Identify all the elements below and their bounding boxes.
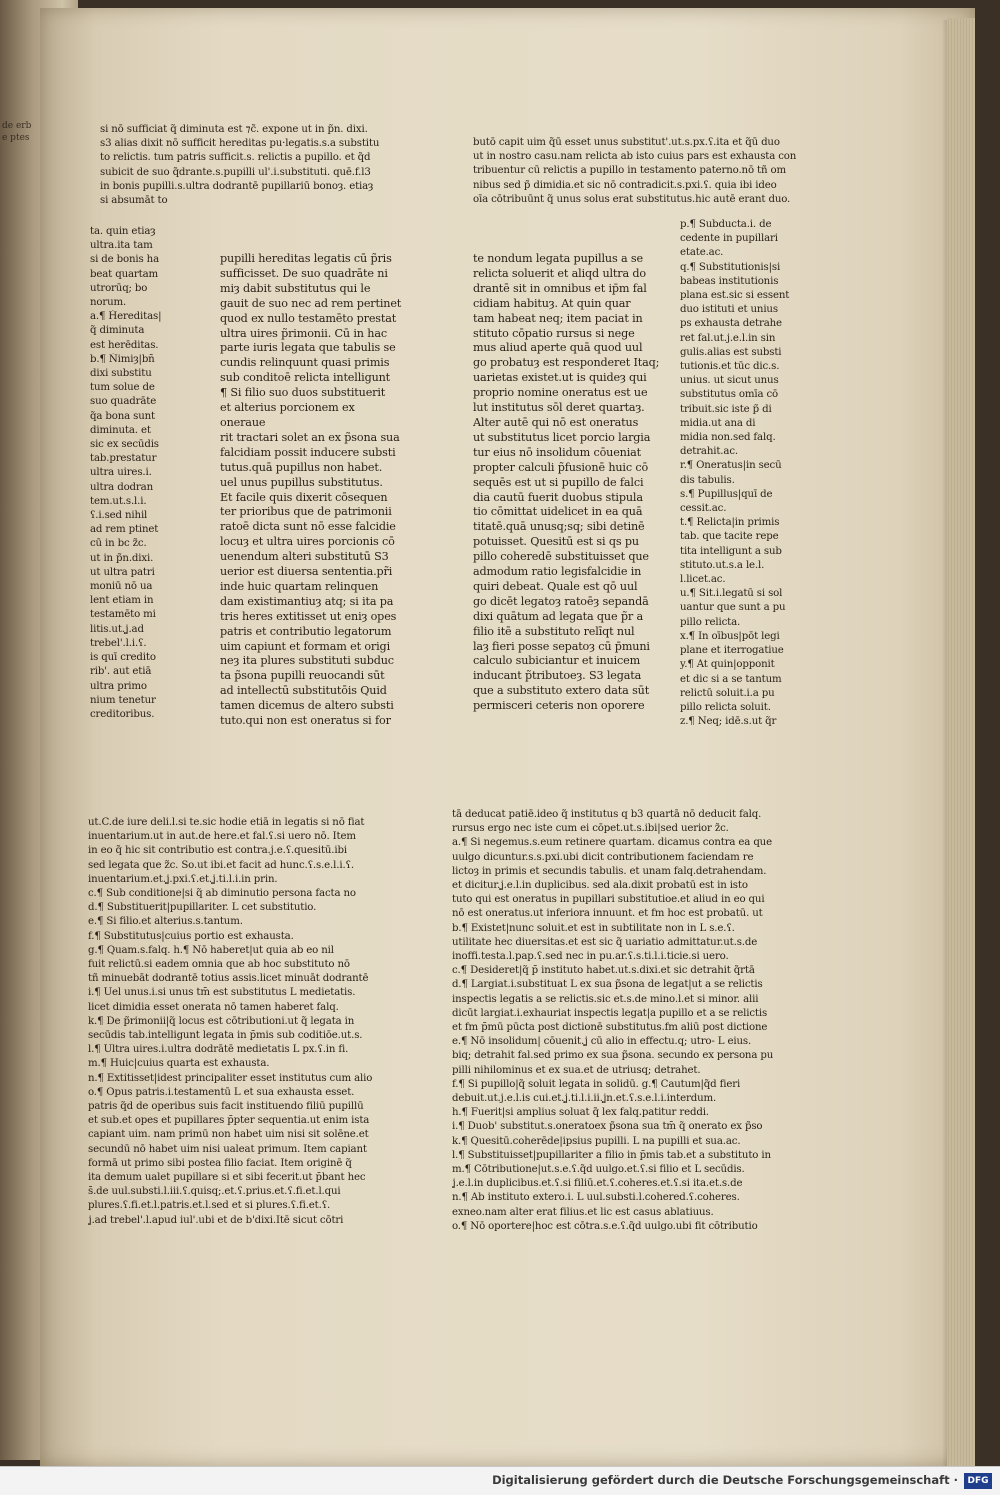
text-line: ta p̃sona pupilli reuocandi sūt xyxy=(220,669,385,683)
text-line: rit tractari solet an ex p̃sona sua xyxy=(220,430,400,444)
facing-page-text: de erbe ptes xyxy=(2,121,32,143)
text-line: o.¶ Opus patris.i.testamentū L et sua exhausta esset. xyxy=(88,1086,355,1098)
footer-bar xyxy=(0,1466,1000,1495)
text-line: g.¶ Quam.s.falq. h.¶ Nō haberet|ut quia ab eo nil xyxy=(88,944,334,956)
text-line: c.¶ Desideret|q̃ p̄ instituto habet.ut.s.dixi.et sic detrahit q̃rtā xyxy=(452,965,755,977)
text-line: inoffi.testa.l.pap.ʕ.sed nec in pu.ar.ʕ.s.ti.l.i.ticie.si uero. xyxy=(452,951,729,963)
text-line: e.¶ Nō insolidum| cōuenit.ʝ cū alio in effectu.q; utro- L eius. xyxy=(452,1036,752,1048)
text-line: c.¶ Sub conditione|si q̃ ab diminutio persona facta no xyxy=(88,888,356,900)
text-line: plane et iterrogatiue xyxy=(680,645,784,657)
text-line: laȝ fieri posse sepatoȝ cū p̄muni xyxy=(473,639,650,653)
text-line: l.licet.ac. xyxy=(680,574,726,586)
text-line: et f̄m p̄mū pūcta post dictionē substitutus.f̄m aliū post dictione xyxy=(452,1022,768,1034)
text-line: sequēs est ut si pupillo de falci xyxy=(473,475,644,489)
text-line: dixi substitu xyxy=(90,368,152,380)
text-line: midia.ut ana di xyxy=(680,417,756,429)
text-line: tem.ut.s.l.i. xyxy=(90,495,147,507)
gloss-bottom-right xyxy=(452,808,837,1234)
text-line: te nondum legata pupillus a se xyxy=(473,252,643,265)
text-line: drantē sit in omnibus et ip̄m fal xyxy=(473,281,647,295)
text-line: miȝ dabit substitutus qui le xyxy=(220,281,371,295)
text-line: pillo relicta soluit. xyxy=(680,701,771,713)
text-line: babeas institutionis xyxy=(680,275,779,287)
text-line: testamēto mi xyxy=(90,609,156,621)
text-line: tñ minuebāt dodrantē totius assis.licet minuāt dodrantē xyxy=(88,973,369,985)
text-line: sub conditoē relicta intelligunt xyxy=(220,371,391,385)
text-line: pillo relicta. xyxy=(680,616,741,628)
text-line: f.¶ Si pupillo|q̃ soluit legata in solidū. g.¶ Cautum|q̃d fieri xyxy=(452,1078,741,1090)
text-line: tutionis.et tūc dic.s. xyxy=(680,361,780,373)
text-line: tribuentur cū relictis a pupillo in testamento paterno.nō tñ om xyxy=(473,165,786,177)
text-line: in bonis pupilli.s.ultra dodrantē pupillariū bonoȝ. etiaȝ xyxy=(100,180,374,192)
text-line: uenendum alteri substitutū S3 xyxy=(220,550,389,564)
text-line: tris heres extitisset ut eniȝ opes xyxy=(220,609,397,623)
text-line: norum. xyxy=(90,297,127,309)
text-line: permisceri ceteris non oporere xyxy=(473,699,645,713)
page-edges xyxy=(947,18,975,1473)
text-line: dis tabulis. xyxy=(680,474,735,486)
text-line: ps exhausta detrahe xyxy=(680,318,782,330)
text-line: ultra dodran xyxy=(90,481,153,493)
text-line: s3 alias dixit nō sufficit hereditas pu·legatis.s.a substitu xyxy=(100,138,380,150)
text-line: tribuit.sic iste p̃ di xyxy=(680,403,772,415)
text-line: ut ultra patri xyxy=(90,566,155,578)
text-line: uim capiunt et formam et origi xyxy=(220,639,390,653)
text-line: tamen dicemus de altero substi xyxy=(220,699,394,713)
text-line: tab. que tacite repe xyxy=(680,531,779,543)
text-line: lictoȝ in primis et secundis tabulis. et unam falq.detrahendam. xyxy=(452,865,767,877)
text-line: rursus ergo nec iste cum ei cōpet.ut.s.ibi|sed uerior z̃c. xyxy=(452,823,729,835)
text-line: s.¶ Pupillus|quī de xyxy=(680,488,773,500)
text-line: etate.ac. xyxy=(680,247,724,259)
text-line: nibus sed p̃ dimidia.et sic nō contradicit.s.pxi.ʕ. quia ibi ideo xyxy=(473,179,777,191)
gloss-top-left xyxy=(100,123,470,208)
text-line: k.¶ Quesitū.coherēde|ipsius pupilli. L na pupilli et sua.ac. xyxy=(452,1135,741,1147)
text-line: mus aliud aperte quā quod uul xyxy=(473,341,643,355)
main-text-right-column xyxy=(473,252,683,714)
text-line: patris q̃d de operibus suis facit instituendo filiū pupillū xyxy=(88,1101,364,1113)
text-line: Alter autē qui nō est oneratus xyxy=(473,415,639,429)
text-line: exneo.nam alter erat filius.et lic est casus ablatiuus. xyxy=(452,1206,714,1218)
text-line: cessit.ac. xyxy=(680,503,727,515)
text-line: butō capit uim q̃ū esset unus substitut'.ut.s.px.ʕ.ita et q̃ū duo xyxy=(473,137,780,148)
gloss-bottom-left xyxy=(88,816,468,1228)
text-line: licet dimidia esset onerata nō tamen haberet falq. xyxy=(88,1001,339,1013)
text-line: plures.ʕ.fi.et.l.patris.et.l.sed et si plures.ʕ.fi.et.ʕ. xyxy=(88,1200,331,1212)
text-line: sed legata que z̃c. So.ut ibi.et facit ad hunc.ʕ.s.e.l.i.ʕ. xyxy=(88,859,354,871)
text-line: f.¶ Substitutus|cuius portio est exhausta. xyxy=(88,930,294,942)
text-line: ut in p̃n.dixi. xyxy=(90,552,154,564)
text-line: ultra.ita tam xyxy=(90,240,153,252)
text-line: p.¶ Subducta.i. de xyxy=(680,219,772,230)
text-line: filio itē a substituto relīqt nul xyxy=(473,624,635,638)
text-line: i.¶ Uel unus.i.si unus tm̄ est substitutus L medietatis. xyxy=(88,987,356,999)
text-line: creditoribus. xyxy=(90,708,155,720)
text-line: go dicēt legatoȝ ratoēȝ sepandā xyxy=(473,594,649,608)
text-line: quod ex nullo testamēto prestat xyxy=(220,311,397,325)
text-line: to relictis. tum patris sufficit.s. relictis a pupillo. et q̃d xyxy=(100,152,371,164)
text-line: parte iuris legata que tabulis se xyxy=(220,341,396,355)
text-line: midia non.sed falq. xyxy=(680,432,776,444)
text-line: proprio nomine oneratus est ue xyxy=(473,386,648,400)
text-line: i.¶ Duob' substitut.s.oneratoex p̃sona sua tm̄ q̃ onerato ex p̃so xyxy=(452,1121,763,1133)
gloss-top-right xyxy=(473,136,843,207)
text-line: go probatuȝ est responderet Itaq; xyxy=(473,356,660,370)
gloss-left-column xyxy=(90,225,190,722)
text-line: beat quartam xyxy=(90,268,159,280)
text-line: detrahit.ac. xyxy=(680,446,738,458)
gloss-right-column xyxy=(680,218,840,729)
text-line: titatē.quā unusq;sq; sibi detinē xyxy=(473,520,645,534)
text-line: s̄.de uul.substi.l.iii.ʕ.quisq;.et.ʕ.prius.et.ʕ.fi.et.l.qui xyxy=(88,1186,341,1198)
text-line: inde huic quartam relinquen xyxy=(220,579,379,593)
text-line: nium tenetur xyxy=(90,694,156,706)
text-line: dia cautū fuerit duobus stipula xyxy=(473,490,643,504)
text-line: cū in bc z̃c. xyxy=(90,538,147,550)
dfg-logo: DFG xyxy=(964,1473,992,1489)
text-line: gauit de suo nec ad rem pertinet xyxy=(220,296,402,310)
text-line: d.¶ Substituerit|pupillariter. L cet substitutio. xyxy=(88,902,317,914)
text-line: ter prioribus que de patrimonii xyxy=(220,505,392,519)
text-line: l.¶ Ultra uires.i.ultra dodrātē medietatis L px.ʕ.in fi. xyxy=(88,1044,349,1056)
text-line: locuȝ et ultra uires porcionis cō xyxy=(220,535,395,549)
text-line: relicta soluerit et aliqd ultra do xyxy=(473,266,646,280)
text-line: tio cōmittat uidelicet in ea quā xyxy=(473,505,643,519)
text-line: r.¶ Oneratus|in secū xyxy=(680,460,782,472)
text-line: oīa cōtribuūnt q̃ unus solus erat substitutus.hic autē erant duo. xyxy=(473,193,791,205)
text-line: si nō sufficiat q̃ diminuta est ⁊c̃. expone ut in p̃n. dixi. xyxy=(100,124,368,135)
text-line: secūdis tab.intelligunt legata in p̄mis sub coditiōe.ut.s. xyxy=(88,1030,363,1042)
text-line: pillo coheredē substituisset que xyxy=(473,550,649,564)
text-line: tab.prestatur xyxy=(90,453,157,465)
text-line: fuit relictū.si eadem omnia que ab hoc substituto nō xyxy=(88,959,350,971)
text-line: l.¶ Substituisset|pupillariter a filio in p̄mis tab.et a substituto in xyxy=(452,1149,771,1161)
text-line: n.¶ Extitisset|idest principaliter esset institutus cum alio xyxy=(88,1072,373,1084)
text-line: formā ut primo sibi postea filio faciat. Item originē q̃ xyxy=(88,1157,352,1169)
text-line: uarietas existet.ut is quideȝ qui xyxy=(473,371,647,385)
text-line: que a substituto extero data sūt xyxy=(473,684,650,698)
text-line: tuto.qui non est oneratus si for xyxy=(220,714,391,728)
text-line: potuisset. Quesitū est si qs pu xyxy=(473,535,639,549)
text-line: dicūt largiat.i.exhauriat inspectis legat|a pupillo et a se relictis xyxy=(452,1007,768,1019)
text-line: ʝ.e.l.in duplicibus.et.ʕ.si filiū.et.ʕ.coheres.et.ʕ.si ita.et.s.de xyxy=(452,1178,743,1190)
text-line: n.¶ Ab instituto extero.i. L uul.substi.l.cohered.ʕ.coheres. xyxy=(452,1192,740,1204)
text-line: m.¶ Cōtributione|ut.s.e.ʕ.q̃d uulgo.et.ʕ.si filio et L secūdis. xyxy=(452,1164,745,1176)
text-line: et dic si a se tantum xyxy=(680,673,782,685)
text-line: biq; detrahit fal.sed primo ex sua p̃sona. secundo ex persona pu xyxy=(452,1050,774,1062)
text-line: m.¶ Huic|cuius quarta est exhausta. xyxy=(88,1058,270,1070)
text-line: tā deducat patiē.ideo q̃ institutus q b3 quartā nō deducit falq. xyxy=(452,809,762,820)
text-line: inspectis legatis a se relictis.sic et.s.de mino.l.et si minor. alii xyxy=(452,993,759,1005)
text-line: ultra uires p̃rimonii. Cū in hac xyxy=(220,326,387,340)
text-line: et sub.et opes et pupillares p̄pter sequentia.ut enim ista xyxy=(88,1115,370,1127)
text-line: inuentarium.ut in aut.de here.et fal.ʕ.si uero nō. Item xyxy=(88,831,356,843)
text-line: uel unus pupillus substitutus. xyxy=(220,475,383,489)
text-line: tita intelligunt a sub xyxy=(680,545,782,557)
text-line: ultra uires.i. xyxy=(90,467,152,479)
text-line: ultra primo xyxy=(90,680,147,692)
text-line: tutus.quā pupillus non habet. xyxy=(220,460,383,474)
text-line: moniū nō ua xyxy=(90,581,153,593)
text-line: substitutus omīa cō xyxy=(680,389,779,401)
text-line: duo istituti et unius xyxy=(680,304,778,316)
text-line: tuto qui est oneratus in pupillari substitutioe.et aliud in eo qui xyxy=(452,894,765,906)
text-line: stituto cōpatio rursus si nege xyxy=(473,326,635,340)
text-line: lent etiam in xyxy=(90,595,154,607)
text-line: Et facile quis dixerit cōsequen xyxy=(220,490,388,504)
text-line: ita demum ualet pupillare si et sibi fecerit.ut p̄bant hec xyxy=(88,1172,366,1184)
text-line: ad intellectū substitutōis Quid xyxy=(220,684,387,698)
main-text-left-column xyxy=(220,252,430,729)
text-line: ret fal.ut.j.e.l.in sin xyxy=(680,332,776,344)
text-line: e.¶ Si filio.et alterius.s.tantum. xyxy=(88,916,243,928)
text-line: utilitate hec diuersitas.et est sic q̃ uariatio admittatur.ut.s.de xyxy=(452,936,758,948)
text-line: q.¶ Substitutionis|si xyxy=(680,261,781,273)
text-line: cedente in pupillari xyxy=(680,233,778,245)
text-line: ad rem ptinet xyxy=(90,524,159,536)
text-line: tam habeat neq; item paciat in xyxy=(473,311,643,325)
text-line: si absumāt to xyxy=(100,195,168,207)
text-line: ¶ Si filio suo duos substituerit xyxy=(220,386,386,400)
text-line: plana est.sic si essent xyxy=(680,290,790,302)
text-line: trebel'.l.i.ʕ. xyxy=(90,637,147,649)
text-line: y.¶ At quin|opponit xyxy=(680,659,775,671)
text-line: b.¶ Ṅimiȝ|bn̄ xyxy=(90,353,155,365)
text-line: calculo subiciantur et inuicem xyxy=(473,654,641,668)
text-line: in eo q̃ hic sit contributio est contra.j.e.ʕ.quesitū.ibi xyxy=(88,845,347,857)
text-line: is quī credito xyxy=(90,652,156,664)
text-line: stituto.ut.s.a le.l. xyxy=(680,559,765,571)
text-line: u.¶ Sit.i.legatū si sol xyxy=(680,588,783,600)
text-line: subicit de suo q̃drante.s.pupilli ul'.i.substituti. quē.f.l3 xyxy=(100,166,371,178)
text-line: si de bonis ha xyxy=(90,254,159,266)
text-line: q̃ diminuta xyxy=(90,325,145,337)
text-line: x.¶ In oībus|pōt legi xyxy=(680,630,780,642)
text-line: unius. ut sicut unus xyxy=(680,375,779,387)
text-line: falcidiam possit inducere substi xyxy=(220,445,396,459)
text-line: inducant p̃tributoeȝ. S3 legata xyxy=(473,669,642,683)
text-line: k.¶ De p̃rimonii|q̃ locus est cōtributioni.ut q̃ legata in xyxy=(88,1015,355,1027)
text-line: propter calculi p̃fusionē huic cō xyxy=(473,460,649,474)
text-line: cidiam habituȝ. At quin quar xyxy=(473,296,631,310)
text-line: cundis relinquunt quasi primis xyxy=(220,356,390,370)
text-line: oneraue xyxy=(220,415,266,429)
text-line: pupilli hereditas legatis cū p̃ris xyxy=(220,252,392,265)
text-line: relictū soluit.i.a pu xyxy=(680,687,775,699)
text-line: inuentarium.et.ʝ.pxi.ʕ.et.ʝ.ti.l.i.in prin. xyxy=(88,873,278,885)
text-line: patris et contributio legatorum xyxy=(220,624,392,638)
text-line: gulis.alias est substi xyxy=(680,346,782,358)
text-line: secundū nō habet uim nisi ualeat primum. Item capiant xyxy=(88,1143,367,1155)
text-line: ʝ.ad trebel'.l.apud iul'.ubi et de b'dixi.Itē sicut cōtri xyxy=(88,1214,344,1226)
text-line: est herēditas. xyxy=(90,339,159,351)
text-line: et alterius porcionem ex xyxy=(220,401,355,415)
text-line: lut institutus sōl deret quartaȝ. xyxy=(473,401,645,415)
text-line: ut in nostro casu.nam relicta ab isto cuius pars est exhausta con xyxy=(473,151,797,163)
text-line: h.¶ Fuerit|si amplius soluat q̃ lex falq.patitur reddi. xyxy=(452,1107,709,1119)
text-line: pilli nihilominus et ex sua.et de utriusq; detrahet. xyxy=(452,1064,701,1076)
text-line: capiant uim. nam primū non habet uim nisi sit solēne.et xyxy=(88,1129,369,1141)
book-page xyxy=(40,8,975,1466)
text-line: dam existimantiuȝ atq; si ita pa xyxy=(220,594,394,608)
text-line: litis.ut.ʝ.ad xyxy=(90,623,144,635)
text-line: quiri debeat. Quale est qō uul xyxy=(473,579,638,593)
text-line: uerior est diuersa sententia.pr̃i xyxy=(220,565,393,579)
text-line: ʕ.i.sed nihil xyxy=(90,510,148,522)
text-line: q̃a bona sunt xyxy=(90,410,156,422)
text-line: sic ex secūdis xyxy=(90,439,159,451)
text-line: admodum ratio legisfalcidie in xyxy=(473,565,642,579)
text-line: a.¶ Ḣereditas| xyxy=(90,311,162,323)
text-line: ratoē dicta sunt nō esse falcidie xyxy=(220,520,396,534)
text-line: d.¶ Largiat.i.substituat L ex sua p̃sona de legat|ut a se relictis xyxy=(452,979,763,991)
text-line: neȝ ita plures substituti subduc xyxy=(220,654,394,668)
text-line: rib'. aut etiā xyxy=(90,666,152,678)
text-line: utrorūq; bo xyxy=(90,282,148,294)
text-line: dixi quātum ad legata que p̃r a xyxy=(473,609,644,623)
text-line: z.¶ Neq; idē.s.ut q̃r xyxy=(680,716,777,728)
text-line: nō est oneratus.ut inferiora innuunt. et f̄m hoc est probatū. ut xyxy=(452,908,763,920)
text-line: sufficisset. De suo quadrāte ni xyxy=(220,266,388,280)
text-line: uulgo dicuntur.s.s.pxi.ubi dicit contributionem faciendam re xyxy=(452,851,754,863)
text-line: ta. quin etiaȝ xyxy=(90,226,156,237)
text-line: b.¶ Existet|nunc soluit.et est in subtilitate non in L s.e.ʕ. xyxy=(452,922,735,934)
text-line: suo quadrāte xyxy=(90,396,157,408)
text-line: et dicitur.ʝ.e.l.in duplicibus. sed ala.dixit probatū est in isto xyxy=(452,880,748,892)
text-line: ut.C.de iure deli.l.si te.sic hodie etiā in legatis si nō fiat xyxy=(88,817,365,828)
text-line: t.¶ Relicta|in primis xyxy=(680,517,780,529)
text-line: tum solue de xyxy=(90,382,155,394)
text-line: ut substitutus licet porcio largia xyxy=(473,430,651,444)
text-line: debuit.ut.j.e.l.is cui.et.ʝ.ti.l.i.ii.ʝn.et.ʕ.s.e.l.i.interdum. xyxy=(452,1093,717,1105)
funding-credit: Digitalisierung gefördert durch die Deutsche Forschungsgemeinschaft · xyxy=(492,1473,958,1487)
text-line: o.¶ Nō oportere|hoc est cōtra.s.e.ʕ.q̃d uulgo.ubi fit cōtributio xyxy=(452,1220,758,1232)
text-line: uantur que sunt a pu xyxy=(680,602,786,614)
text-line: tur eius nō insolidum cōueniat xyxy=(473,445,642,459)
text-line: diminuta. et xyxy=(90,424,151,436)
text-line: a.¶ Si negemus.s.eum retinere quartam. dicamus contra ea que xyxy=(452,837,772,849)
